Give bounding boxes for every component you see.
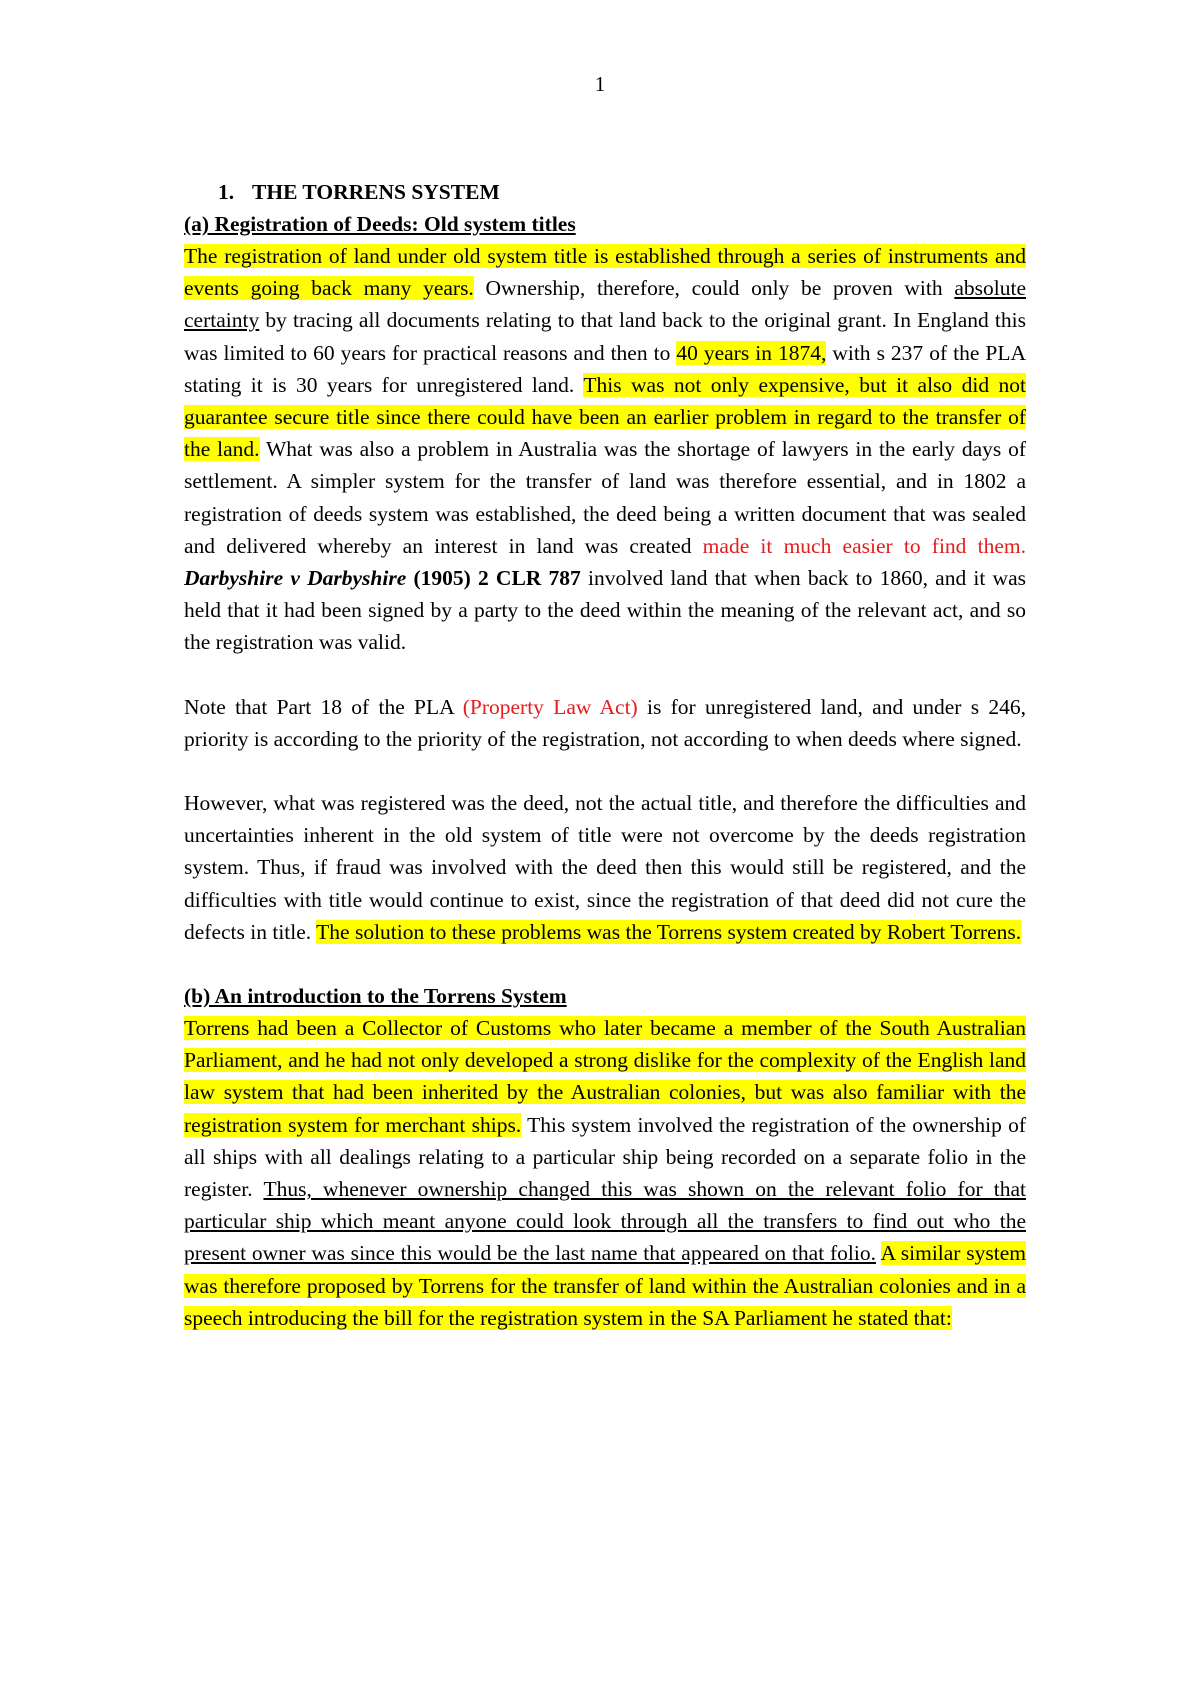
underlined-text: absolute certainty [184, 276, 1026, 333]
highlighted-text: A similar system was therefore proposed by Torrens for the transfer of land within the Australian colonies and in a speech introducing the bill for the registration system in the SA Parliament he stated that: [184, 1241, 1026, 1330]
body-text: What was also a problem in Australia was the shortage of lawyers in the early days of settlement. A simpler system for the transfer of land was therefore essential, and in 1802 a registration of deeds system was established, the deed being a written document that was sealed and delivered whereby an interest in land was created [184, 437, 1026, 558]
case-citation: (1905) 2 CLR 787 [406, 566, 581, 591]
body-text: by tracing all documents relating to that land back to the original grant. In England this was limited to 60 years for practical reasons and then to [184, 308, 1026, 365]
highlighted-text: 40 years in 1874, [676, 340, 827, 365]
underlined-text: Thus, whenever ownership changed this was shown on the relevant folio for that particular ship which meant anyone could look through all the transfers to find out who the present owner was since this would be the last name that appeared on that folio. [184, 1177, 1026, 1266]
paragraph-a1 [184, 240, 1026, 659]
subsection-a-title: (a) Registration of Deeds: Old system titles [184, 212, 576, 236]
red-text: made it much easier to find them. [702, 533, 1026, 558]
page-number: 1 [594, 72, 606, 96]
paragraph-gap [184, 948, 1026, 980]
body-text: Ownership, therefore, could only be proven with [473, 276, 955, 301]
red-text: (Property Law Act) [462, 694, 638, 719]
paragraph-gap [184, 659, 1026, 691]
highlighted-text: The registration of land under old system title is established through a series of instruments and events going back many years. [184, 244, 1026, 301]
paragraph-a3 [184, 787, 1026, 948]
body-text: is for unregistered land, and under s 246, priority is according to the priority of the registration, not according to when deeds where signed. [184, 694, 1026, 751]
body-text: However, what was registered was the deed, not the actual title, and therefore the difficulties and uncertainties inherent in the old system of title were not overcome by the deeds registration system. Thus, if fraud was involved with the deed then this would still be registered, and the difficulties with title would continue to exist, since the registration of that deed did not cure the defects in title. [184, 791, 1026, 944]
page-content [184, 176, 1026, 1334]
section-heading-number: 1. [218, 180, 235, 204]
body-text: with s 237 of the PLA stating it is 30 years for unregistered land. [184, 340, 1026, 397]
paragraph-b1 [184, 1012, 1026, 1334]
case-name: Darbyshire v Darbyshire [184, 566, 407, 591]
highlighted-text: Torrens had been a Collector of Customs who later became a member of the South Australian Parliament, and he had not only developed a strong dislike for the complexity of the English land law system that had been inherited by the Australian colonies, but was also familiar with the registration system for merchant ships. [184, 1016, 1026, 1137]
paragraph-gap [184, 755, 1026, 787]
section-heading-title: THE TORRENS SYSTEM [252, 180, 500, 204]
body-text: This system involved the registration of the ownership of all ships with all dealings relating to a particular ship being recorded on a separate folio in the register. [184, 1112, 1026, 1202]
section-heading [184, 176, 1026, 208]
body-text: involved land that when back to 1860, and it was held that it had been signed by a party to the deed within the meaning of the relevant act, and so the registration was valid. [184, 566, 1026, 655]
body-text: Note that Part 18 of the PLA [184, 694, 463, 719]
highlighted-text: This was not only expensive, but it also did not guarantee secure title since there could have been an earlier problem in regard to the transfer of the land. [184, 372, 1027, 462]
paragraph-a2 [184, 691, 1026, 755]
subsection-b-title: (b) An introduction to the Torrens System [184, 984, 567, 1009]
body-text [876, 1241, 881, 1265]
highlighted-text: The solution to these problems was the Torrens system created by Robert Torrens. [316, 919, 1022, 944]
